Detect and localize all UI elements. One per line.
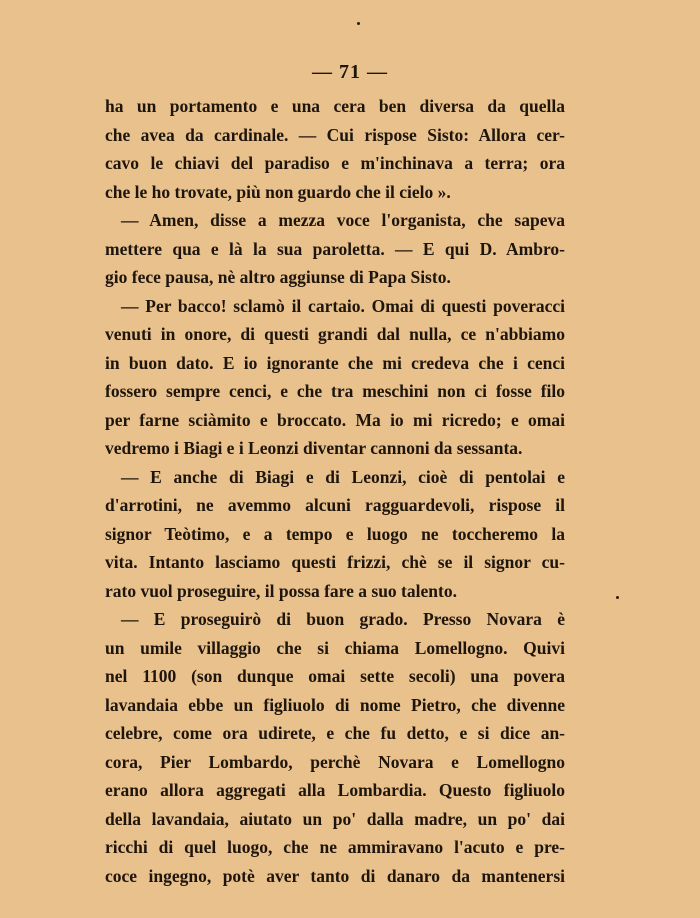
text-line: gio fece pausa, nè altro aggiunse di Papa Sisto. [105, 267, 451, 287]
text-line: che avea da cardinale. — Cui rispose Sisto: Allora cer- [105, 124, 565, 145]
print-speck [357, 22, 360, 25]
text-line: della lavandaia, aiutato un po' dalla madre, un po' dai [105, 808, 565, 829]
text-line: un umile villaggio che si chiama Lomellogno. Quivi [105, 637, 565, 658]
text-line: d'arrotini, ne avemmo alcuni ragguardevoli, rispose il [105, 495, 565, 515]
text-line: che le ho trovate, più non guardo che il cielo ». [105, 181, 451, 202]
text-line: coce ingegno, potè aver tanto di danaro da mantenersi [105, 865, 565, 886]
text-line: vita. Intanto lasciamo questi frizzi, chè se il signor cu- [105, 552, 565, 572]
body-text [105, 92, 565, 890]
text-line: — Per bacco! sclamò il cartaio. Omai di questi poveracci [121, 295, 565, 316]
text-line: — E proseguirò di buon grado. Presso Novara è [121, 609, 565, 629]
text-line: venuti in onore, di questi grandi dal nulla, ce n'abbiamo [105, 324, 565, 344]
print-speck [616, 596, 619, 599]
text-line: in buon dato. E io ignorante che mi credeva che i cenci [105, 352, 565, 373]
text-line: erano allora aggregati alla Lombardia. Questo figliuolo [105, 780, 565, 800]
text-line: lavandaia ebbe un figliuolo di nome Pietro, che divenne [105, 694, 565, 715]
text-line: nel 1100 (son dunque omai sette secoli) una povera [105, 666, 565, 686]
text-line: rato vuol proseguire, il possa fare a suo talento. [105, 580, 457, 601]
text-line: — Amen, disse a mezza voce l'organista, che sapeva [121, 210, 565, 230]
text-line: — E anche di Biagi e di Leonzi, cioè di pentolai e [121, 466, 565, 487]
text-line: mettere qua e là la sua paroletta. — E qui D. Ambro- [105, 238, 565, 259]
page-number: — 71 — [312, 61, 388, 83]
text-line: signor Teòtimo, e a tempo e luogo ne toccheremo la [105, 523, 565, 544]
text-line: celebre, come ora udirete, e che fu detto, e si dice an- [105, 723, 565, 743]
text-line: cavo le chiavi del paradiso e m'inchinava a terra; ora [105, 153, 565, 173]
text-line: ricchi di quel luogo, che ne ammiravano l'acuto e pre- [105, 837, 565, 857]
text-line: vedremo i Biagi e i Leonzi diventar cannoni da sessanta. [105, 438, 523, 458]
text-line: ha un portamento e una cera ben diversa da quella [105, 96, 565, 116]
text-line: cora, Pier Lombardo, perchè Novara e Lomellogno [105, 751, 565, 772]
text-line: per farne sciàmito e broccato. Ma io mi ricredo; e omai [105, 409, 565, 430]
text-line: fossero sempre cenci, e che tra meschini non ci fosse filo [105, 381, 565, 401]
